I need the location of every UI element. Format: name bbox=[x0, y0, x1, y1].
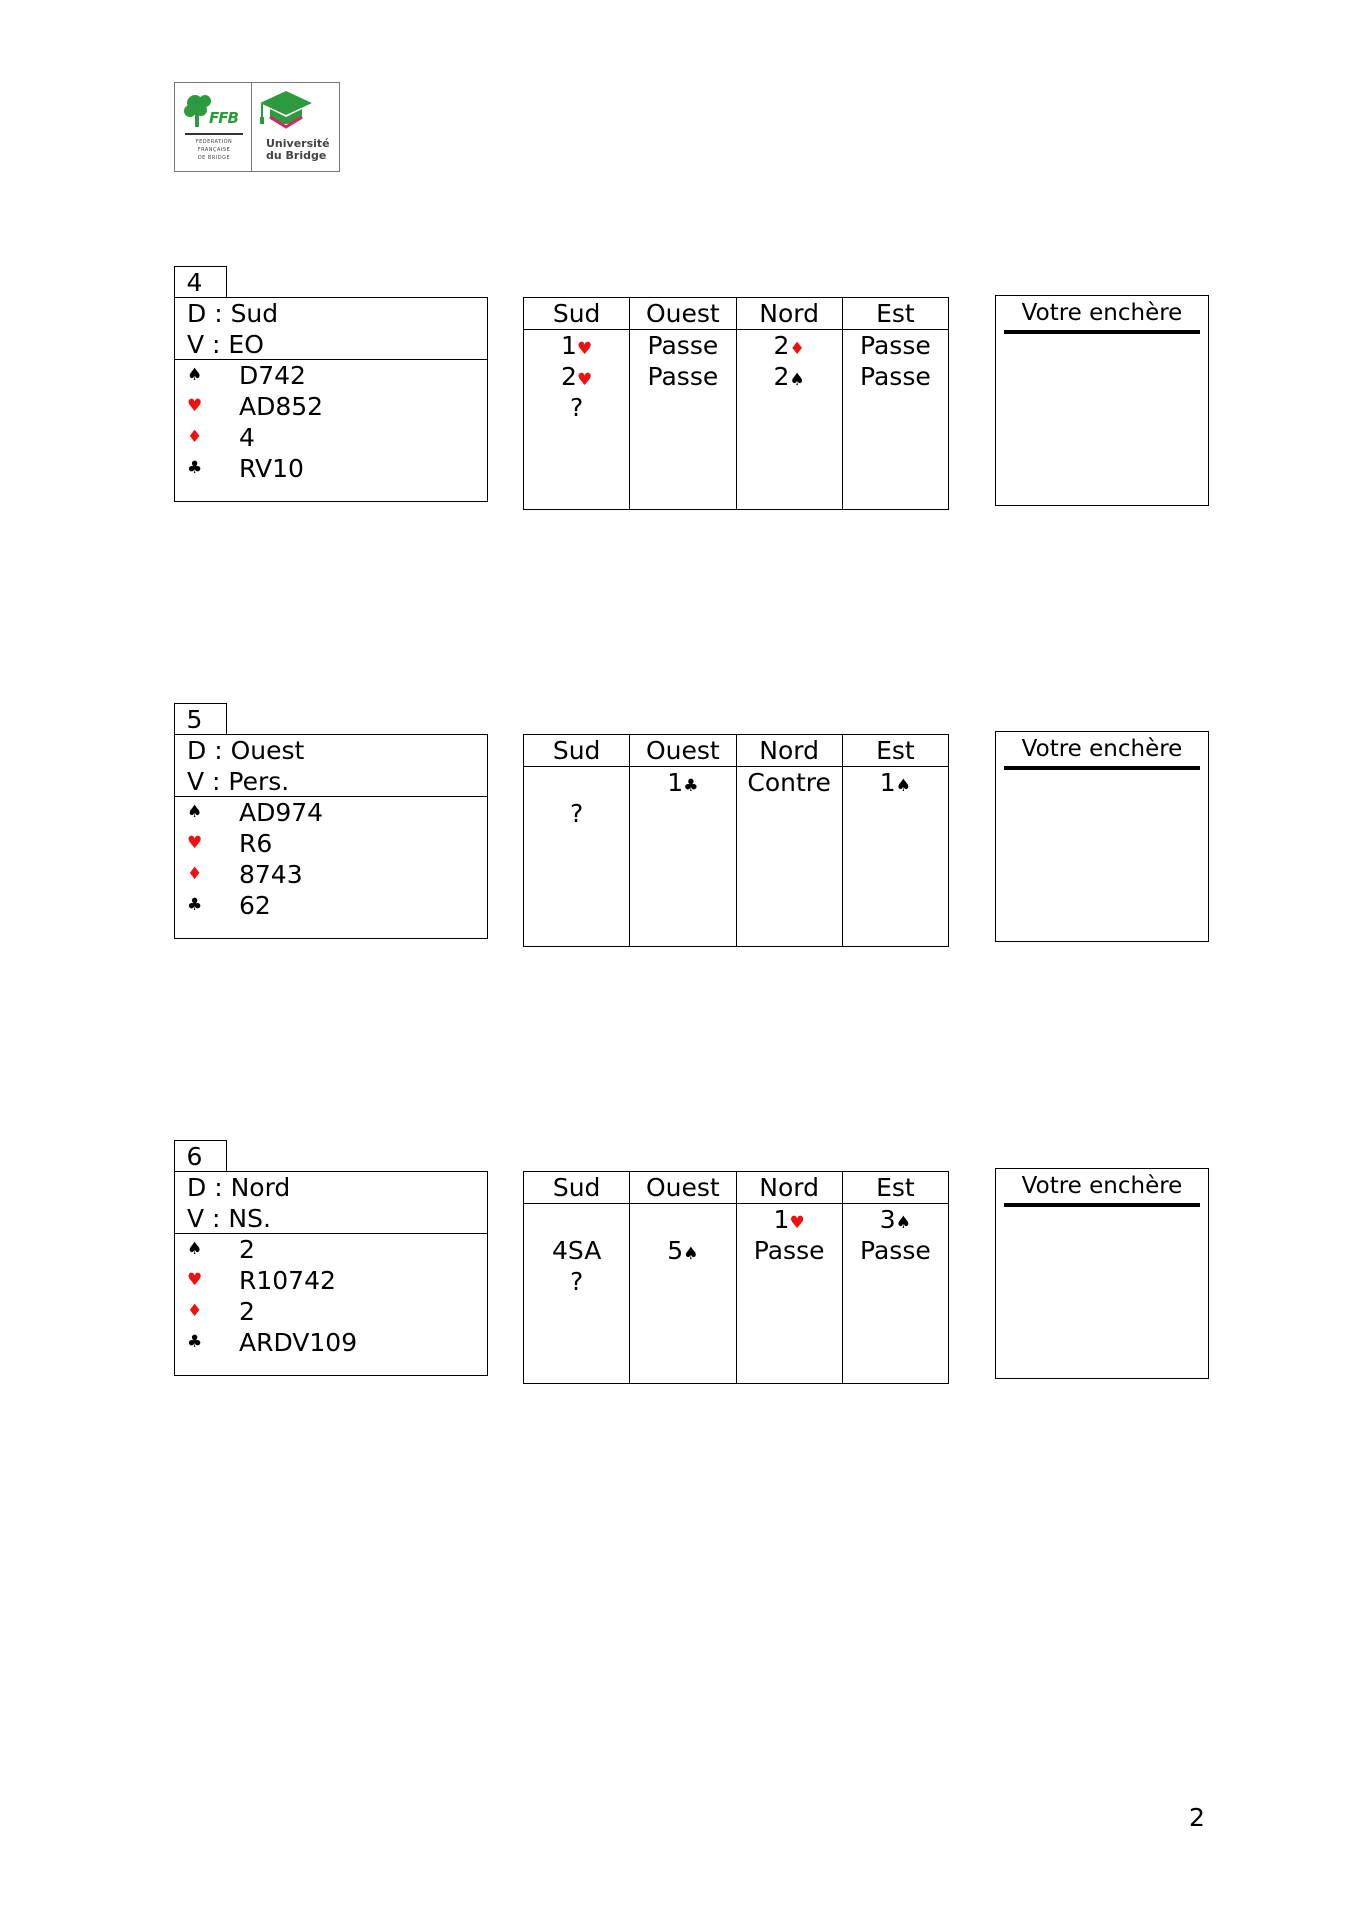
diamonds-cards: 4 bbox=[239, 423, 255, 452]
bid-cell bbox=[630, 330, 735, 361]
bid-text: ? bbox=[569, 393, 584, 422]
auction-col-ouest bbox=[630, 735, 736, 946]
bid-text: 4SA bbox=[551, 1236, 602, 1265]
hearts-row bbox=[175, 828, 487, 859]
bid-cell bbox=[843, 361, 948, 392]
bid-text: 2 bbox=[773, 362, 790, 391]
clubs-cards: RV10 bbox=[239, 454, 304, 483]
diamond-icon: ♦ bbox=[187, 1301, 203, 1321]
spade-icon: ♠ bbox=[187, 802, 203, 822]
header-sud: Sud bbox=[524, 298, 629, 330]
bid-cell bbox=[630, 361, 735, 392]
heart-icon: ♥ bbox=[187, 396, 203, 416]
bid-cell bbox=[843, 1235, 948, 1266]
bid-text: 3 bbox=[879, 1205, 896, 1234]
bid-text: ? bbox=[569, 799, 584, 828]
bid-text: 2 bbox=[773, 331, 790, 360]
clubs-row bbox=[175, 453, 487, 484]
auction-col-sud bbox=[524, 298, 630, 509]
vulnerability-text: V : EO bbox=[187, 330, 264, 359]
votre-enchere-box-deal-6[interactable] bbox=[995, 1168, 1209, 1379]
spade-icon: ♠ bbox=[683, 1244, 699, 1264]
deal-number: 4 bbox=[174, 266, 227, 298]
auction-col-nord bbox=[737, 1172, 843, 1383]
dealer-text: D : Sud bbox=[187, 299, 279, 328]
heart-icon: ♥ bbox=[576, 370, 593, 390]
votre-enchere-label: Votre enchère bbox=[1004, 298, 1200, 334]
hearts-row bbox=[175, 391, 487, 422]
bid-cell bbox=[524, 330, 629, 361]
bid-text: 1 bbox=[667, 768, 684, 797]
bid-cell bbox=[843, 767, 948, 798]
bid-text: 5 bbox=[667, 1236, 684, 1265]
dealer-text: D : Ouest bbox=[187, 736, 305, 765]
auction-table-deal-4 bbox=[523, 297, 949, 510]
club-icon: ♣ bbox=[187, 1332, 203, 1352]
spades-cards: AD974 bbox=[239, 798, 324, 827]
deal-number: 6 bbox=[174, 1140, 227, 1172]
spades-row bbox=[175, 360, 487, 391]
club-icon: ♣ bbox=[187, 458, 203, 478]
dealer-vulnerability bbox=[175, 1172, 487, 1234]
universite-logo-block bbox=[252, 83, 339, 171]
bid-cell bbox=[524, 798, 629, 829]
bid-cell bbox=[524, 1235, 629, 1266]
hearts-row bbox=[175, 1265, 487, 1296]
header-est: Est bbox=[843, 1172, 948, 1204]
heart-icon: ♥ bbox=[576, 339, 593, 359]
bid-cell bbox=[524, 1204, 629, 1235]
dealer-vulnerability bbox=[175, 735, 487, 797]
bid-cell bbox=[524, 361, 629, 392]
votre-enchere-box-deal-5[interactable] bbox=[995, 731, 1209, 942]
auction-table-deal-6 bbox=[523, 1171, 949, 1384]
header-sud: Sud bbox=[524, 1172, 629, 1204]
federation-line-3: DE BRIDGE bbox=[197, 155, 231, 161]
diamond-icon: ♦ bbox=[789, 339, 805, 359]
header-ouest: Ouest bbox=[630, 735, 735, 767]
universite-text bbox=[266, 138, 330, 162]
clubs-row bbox=[175, 1327, 487, 1358]
hearts-cards: AD852 bbox=[239, 392, 324, 421]
bid-cell bbox=[630, 1235, 735, 1266]
diamonds-row bbox=[175, 859, 487, 890]
ffb-logo-block bbox=[175, 83, 252, 171]
heart-icon: ♥ bbox=[789, 1213, 805, 1233]
heart-icon: ♥ bbox=[187, 833, 203, 853]
vulnerability-text: V : Pers. bbox=[187, 767, 290, 796]
bid-cell bbox=[737, 1204, 842, 1235]
bid-cell bbox=[524, 1266, 629, 1297]
diamond-icon: ♦ bbox=[187, 864, 203, 884]
header-ouest: Ouest bbox=[630, 298, 735, 330]
bid-cell bbox=[737, 330, 842, 361]
ffb-letters: FFB bbox=[209, 109, 238, 127]
bid-cell bbox=[630, 1204, 735, 1235]
bid-text: Passe bbox=[860, 1236, 931, 1265]
diamonds-cards: 2 bbox=[239, 1297, 255, 1326]
bid-text: 2 bbox=[561, 362, 577, 391]
bid-text: ? bbox=[569, 1267, 584, 1296]
bid-text: Passe bbox=[647, 331, 719, 360]
bid-text: 1 bbox=[773, 1205, 790, 1234]
clubs-row bbox=[175, 890, 487, 921]
spade-icon: ♠ bbox=[187, 365, 203, 385]
auction-col-ouest bbox=[630, 1172, 736, 1383]
auction-col-sud bbox=[524, 735, 630, 946]
hand-box-deal-4 bbox=[174, 268, 488, 502]
diamond-icon: ♦ bbox=[187, 427, 203, 447]
diamonds-row bbox=[175, 422, 487, 453]
bid-text: Passe bbox=[753, 1236, 825, 1265]
bid-text: 1 bbox=[879, 768, 896, 797]
spades-cards: D742 bbox=[239, 361, 306, 390]
bid-cell bbox=[737, 767, 842, 798]
spades-row bbox=[175, 797, 487, 828]
votre-enchere-label: Votre enchère bbox=[1004, 734, 1200, 770]
spade-icon: ♠ bbox=[895, 776, 911, 796]
header-est: Est bbox=[843, 298, 948, 330]
clubs-cards: ARDV109 bbox=[239, 1328, 358, 1357]
bid-cell bbox=[843, 1204, 948, 1235]
spade-icon: ♠ bbox=[895, 1213, 911, 1233]
spade-icon: ♠ bbox=[789, 370, 805, 390]
bid-cell bbox=[524, 767, 629, 798]
heart-icon: ♥ bbox=[187, 1270, 203, 1290]
deal-number: 5 bbox=[174, 703, 227, 735]
header-est: Est bbox=[843, 735, 948, 767]
bid-cell bbox=[737, 1235, 842, 1266]
header-nord: Nord bbox=[737, 735, 842, 767]
auction-col-sud bbox=[524, 1172, 630, 1383]
auction-col-est bbox=[843, 1172, 948, 1383]
bid-cell bbox=[843, 330, 948, 361]
spade-icon: ♠ bbox=[187, 1239, 203, 1259]
hearts-cards: R10742 bbox=[239, 1266, 336, 1295]
header-nord: Nord bbox=[737, 1172, 842, 1204]
federation-line-2: FRANÇAISE bbox=[197, 147, 231, 153]
bid-text: Contre bbox=[747, 768, 831, 797]
bid-text: Passe bbox=[860, 331, 931, 360]
bid-text: Passe bbox=[860, 362, 931, 391]
votre-enchere-box-deal-4[interactable] bbox=[995, 295, 1209, 506]
clubs-cards: 62 bbox=[239, 891, 271, 920]
vulnerability-text: V : NS. bbox=[187, 1204, 271, 1233]
ffb-logo bbox=[174, 82, 340, 172]
dealer-text: D : Nord bbox=[187, 1173, 291, 1202]
spades-cards: 2 bbox=[239, 1235, 255, 1264]
bid-text: 1 bbox=[561, 331, 577, 360]
votre-enchere-label: Votre enchère bbox=[1004, 1171, 1200, 1207]
hearts-cards: R6 bbox=[239, 829, 273, 858]
auction-col-ouest bbox=[630, 298, 736, 509]
universite-line-2: du Bridge bbox=[266, 149, 327, 162]
diamonds-cards: 8743 bbox=[239, 860, 303, 889]
header-sud: Sud bbox=[524, 735, 629, 767]
page-number: 2 bbox=[1189, 1803, 1205, 1832]
dealer-vulnerability bbox=[175, 298, 487, 360]
auction-col-est bbox=[843, 735, 948, 946]
graduation-cap-icon bbox=[256, 87, 316, 133]
club-icon: ♣ bbox=[683, 776, 699, 796]
header-ouest: Ouest bbox=[630, 1172, 735, 1204]
auction-table-deal-5 bbox=[523, 734, 949, 947]
bid-cell bbox=[524, 392, 629, 423]
header-nord: Nord bbox=[737, 298, 842, 330]
universite-line-1: Université bbox=[266, 137, 330, 150]
bid-text: Passe bbox=[647, 362, 719, 391]
hand-box-deal-6 bbox=[174, 1142, 488, 1376]
diamonds-row bbox=[175, 1296, 487, 1327]
bid-cell bbox=[630, 767, 735, 798]
club-icon: ♣ bbox=[187, 895, 203, 915]
bid-cell bbox=[737, 361, 842, 392]
auction-col-nord bbox=[737, 735, 843, 946]
logo-rule bbox=[185, 133, 243, 135]
hand-box-deal-5 bbox=[174, 705, 488, 939]
auction-col-nord bbox=[737, 298, 843, 509]
federation-line-1: FEDERATION bbox=[195, 139, 233, 145]
auction-col-est bbox=[843, 298, 948, 509]
spades-row bbox=[175, 1234, 487, 1265]
